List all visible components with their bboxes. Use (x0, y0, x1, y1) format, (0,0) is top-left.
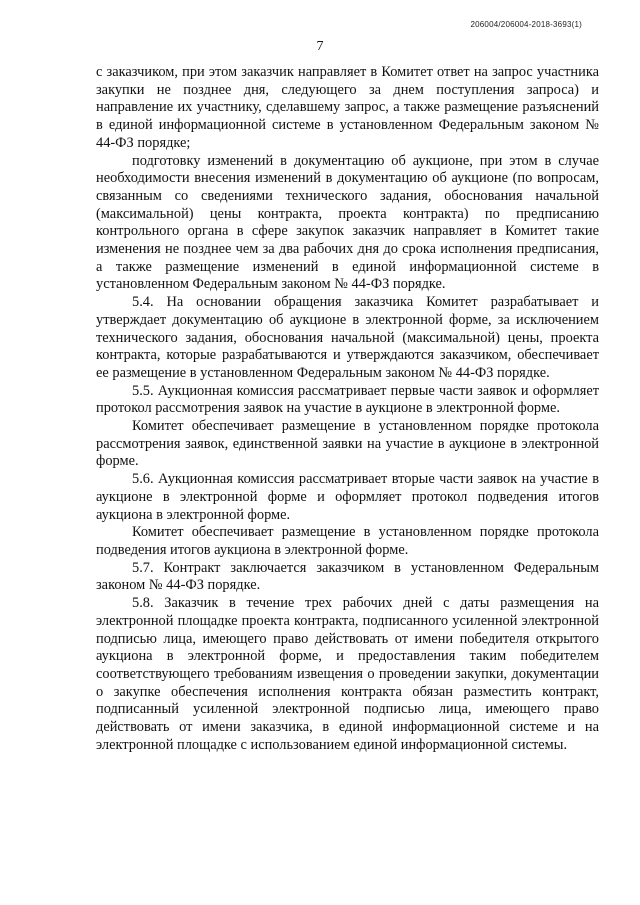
paragraph-continuation: с заказчиком, при этом заказчик направляет в Комитет ответ на запрос участника закупки не позднее дня, следующего за днем поступления запроса) и направление их участнику, сделавшему запрос, а также размещение разъяснений в единой информационной системе в установленном Федеральным законом № 44-ФЗ порядке; (96, 64, 599, 151)
paragraph-5-6-publication: Комитет обеспечивает размещение в установленном порядке протокола подведения итогов аукциона в электронной форме. (96, 524, 599, 558)
document-body (96, 64, 599, 754)
paragraph-documentation-changes: подготовку изменений в документацию об аукционе, при этом в случае необходимости внесения изменений в документацию об аукционе (по вопросам, связанным со сведениями технического задания, обоснования начальной (максимальной) цены контракта, проекта контракта) по предписанию контрольного органа в сфере закупок заказчик направляет в Комитет такие изменения не позднее чем за два рабочих дня до срока исполнения предписания, а также размещение изменений в единой информационной системе в установленном Федеральным законом № 44-ФЗ порядке. (96, 152, 599, 293)
document-id: 206004/206004-2018-3693(1) (470, 20, 582, 29)
paragraph-5-5-publication: Комитет обеспечивает размещение в установленном порядке протокола рассмотрения заявок, единственной заявки на участие в аукционе в электронной форме. (96, 418, 599, 470)
paragraph-5-7: 5.7. Контракт заключается заказчиком в установленном Федеральным законом № 44-ФЗ порядке. (96, 559, 599, 594)
paragraph-5-5: 5.5. Аукционная комиссия рассматривает первые части заявок и оформляет протокол рассмотрения заявок на участие в аукционе в электронной форме. (96, 382, 599, 417)
page-number: 7 (316, 39, 324, 54)
paragraph-5-4: 5.4. На основании обращения заказчика Комитет разрабатывает и утверждает документацию об аукционе в электронной форме, за исключением технического задания, обоснования начальной (максимальной) цены, проекта контракта, которые разрабатываются и утверждаются заказчиком, обеспечивает ее размещение в установленном Федеральным законом № 44-ФЗ порядке. (96, 294, 599, 381)
paragraph-5-6: 5.6. Аукционная комиссия рассматривает вторые части заявок на участие в аукционе в электронной форме и оформляет протокол подведения итогов аукциона в электронной форме. (96, 471, 599, 523)
paragraph-5-8: 5.8. Заказчик в течение трех рабочих дней с даты размещения на электронной площадке проекта контракта, подписанного усиленной электронной подписью лица, имеющего право действовать от имени победителя открытого аукциона в электронной форме, и предоставления таким победителем соответствующего требованиям извещения о проведении закупки, документации о закупке обеспечения исполнения контракта обязан разместить контракт, подписанный усиленной электронной подписью лица, имеющего право действовать от имени заказчика, в единой информационной системе и на электронной площадке с использованием единой информационной системы. (96, 595, 599, 753)
